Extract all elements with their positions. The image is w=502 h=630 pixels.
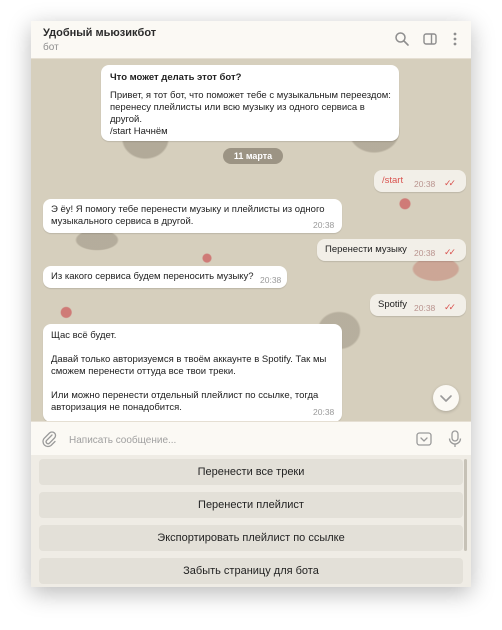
read-checkmarks-icon: ✓✓ bbox=[444, 178, 454, 188]
message-incoming bbox=[43, 324, 342, 421]
message-outgoing bbox=[317, 239, 466, 261]
message-text: Spotify bbox=[378, 299, 408, 310]
message-line: авторизация не понадобится. bbox=[51, 402, 182, 413]
chat-title[interactable]: Удобный мьюзикбот bbox=[43, 27, 157, 39]
message-time: 20:38 bbox=[313, 407, 335, 417]
kb-button-forget-page[interactable]: Забыть страницу для бота bbox=[39, 558, 463, 584]
read-checkmarks-icon: ✓✓ bbox=[444, 302, 454, 312]
chat-header bbox=[31, 21, 471, 59]
message-text: Перенести музыку bbox=[325, 244, 407, 255]
message-time: 20:38 bbox=[414, 179, 436, 189]
sidebar-toggle-icon[interactable] bbox=[421, 30, 439, 48]
intro-line: Привет, я тот бот, что поможет тебе с музыкальным переездом: bbox=[110, 90, 391, 101]
message-line: Э ёу! Я помогу тебе перенести музыку и плейлисты из одного bbox=[51, 204, 325, 215]
intro-title: Что может делать этот бот? bbox=[110, 72, 242, 83]
more-vertical-icon[interactable] bbox=[446, 30, 464, 48]
chat-area[interactable] bbox=[31, 59, 471, 421]
bot-reply-keyboard bbox=[31, 455, 471, 587]
message-incoming bbox=[43, 199, 342, 233]
message-time: 20:38 bbox=[414, 303, 436, 313]
scroll-to-bottom-button[interactable] bbox=[433, 385, 459, 411]
read-checkmarks-icon: ✓✓ bbox=[444, 247, 454, 257]
date-separator: 11 марта bbox=[223, 148, 283, 164]
message-line: Щас всё будет. bbox=[51, 330, 117, 341]
message-line: Или можно перенести отдельный плейлист по ссылке, тогда bbox=[51, 390, 319, 401]
message-input[interactable] bbox=[67, 430, 411, 450]
kb-button-transfer-all-tracks[interactable]: Перенести все треки bbox=[39, 459, 463, 485]
intro-line: перенесу плейлисты или всю музыку из одного сервиса в bbox=[110, 102, 365, 113]
telegram-window bbox=[31, 21, 471, 587]
kb-button-transfer-playlist[interactable]: Перенести плейлист bbox=[39, 492, 463, 518]
message-time: 20:38 bbox=[313, 220, 335, 230]
microphone-icon[interactable] bbox=[446, 429, 464, 449]
kb-button-export-playlist-link[interactable]: Экспортировать плейлист по ссылке bbox=[39, 525, 463, 551]
intro-line: другой. bbox=[110, 114, 142, 125]
message-line: Давай только авторизуемся в твоём аккаунте в Spotify. Так мы bbox=[51, 354, 327, 365]
message-line: сможем перенести оттуда все твои треки. bbox=[51, 366, 236, 377]
bot-intro-card bbox=[101, 65, 399, 141]
message-composer bbox=[31, 421, 471, 456]
chevron-down-icon bbox=[433, 385, 459, 411]
chat-subtitle: бот bbox=[43, 42, 59, 53]
message-text[interactable]: /start bbox=[382, 175, 404, 186]
message-incoming bbox=[43, 266, 287, 288]
bot-keyboard-icon[interactable] bbox=[415, 430, 433, 448]
intro-line: /start Начнём bbox=[110, 126, 168, 137]
keyboard-scrollbar[interactable] bbox=[464, 459, 467, 551]
message-time: 20:38 bbox=[414, 248, 436, 258]
search-icon[interactable] bbox=[393, 30, 411, 48]
message-line: Из какого сервиса будем переносить музыку? bbox=[51, 271, 254, 282]
message-time: 20:38 bbox=[260, 275, 282, 285]
message-line: музыкального сервиса в другой. bbox=[51, 216, 194, 227]
attach-icon[interactable] bbox=[40, 430, 58, 448]
message-outgoing bbox=[370, 294, 466, 316]
message-outgoing bbox=[374, 170, 466, 192]
